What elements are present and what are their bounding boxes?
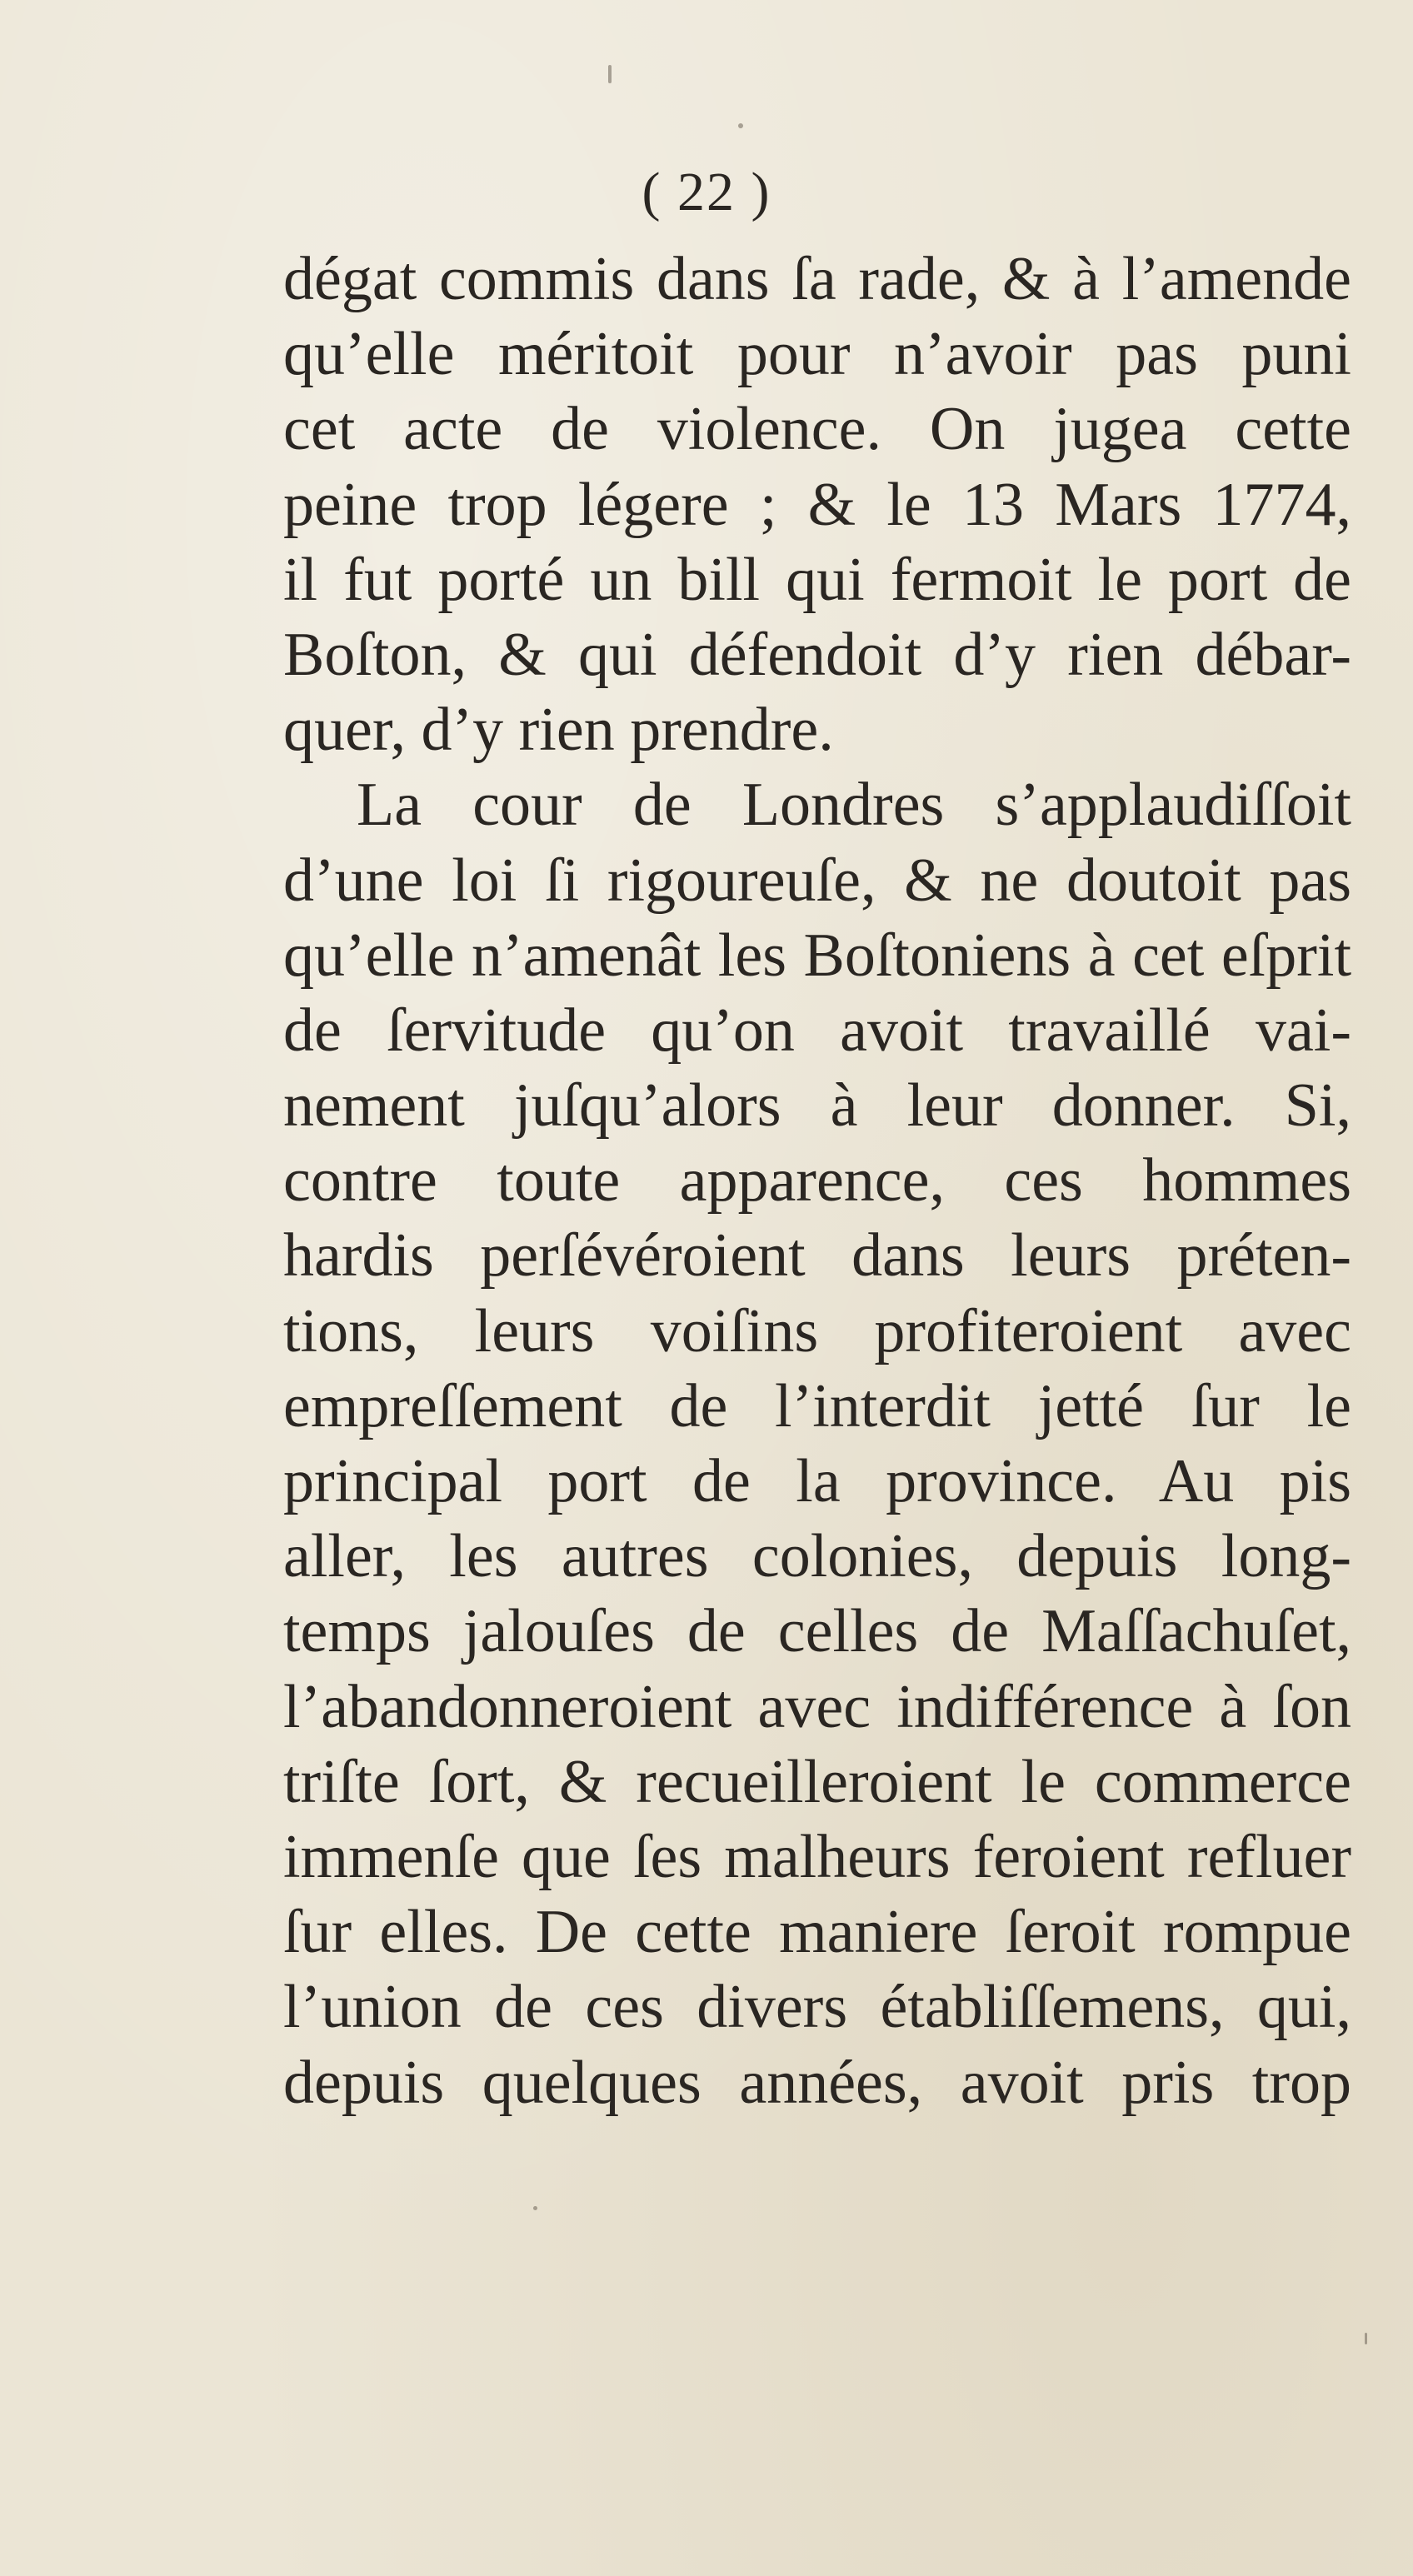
text-line: depuis quelques années, avoit pris trop — [283, 2048, 1351, 2117]
paragraph — [283, 767, 1351, 2119]
text-line: empreſſement de l’interdit jetté ſur le — [283, 1371, 1351, 1440]
text-line: d’une loi ſi rigoureuſe, & ne doutoit pas — [283, 846, 1351, 915]
body-text — [283, 242, 1351, 2120]
text-line: quer, d’y rien prendre. — [283, 696, 834, 765]
text-line: il fut porté un bill qui fermoit le port de — [283, 545, 1351, 614]
text-line: hardis perſévéroient dans leurs préten- — [283, 1221, 1351, 1290]
text-line: temps jalouſes de celles de Maſſachuſet, — [283, 1597, 1351, 1666]
text-line: qu’elle n’amenât les Boſtoniens à cet eſprit — [283, 921, 1351, 990]
text-line: principal port de la province. Au pis — [283, 1447, 1351, 1515]
text-line: triſte ſort, & recueilleroient le commerce — [283, 1747, 1351, 1816]
paper-speck — [738, 123, 743, 128]
paper-speck — [533, 2206, 537, 2210]
text-line: immenſe que ſes malheurs feroient refluer — [283, 1822, 1351, 1891]
text-line: cet acte de violence. On jugea cette — [283, 395, 1351, 464]
text-line: contre toute apparence, ces hommes — [283, 1146, 1351, 1216]
text-line: La cour de Londres s’applaudiſſoit — [357, 771, 1351, 840]
text-line: peine trop légere ; & le 13 Mars 1774, — [283, 470, 1351, 539]
text-line: tions, leurs voiſins profiteroient avec — [283, 1296, 1351, 1365]
paper-speck — [1365, 2333, 1367, 2344]
text-line: nement juſqu’alors à leur donner. Si, — [283, 1071, 1351, 1141]
text-line: l’union de ces divers établiſſemens, qui, — [283, 1973, 1351, 2042]
text-line: de ſervitude qu’on avoit travaillé vai- — [283, 996, 1351, 1065]
text-line: ſur elles. De cette maniere ſeroit rompue — [283, 1898, 1351, 1967]
text-line: l’abandonneroient avec indifférence à ſon — [283, 1672, 1351, 1741]
text-line: aller, les autres colonies, depuis long- — [283, 1522, 1351, 1591]
text-line: qu’elle méritoit pour n’avoir pas puni — [283, 320, 1351, 389]
text-line: Boſton, & qui défendoit d’y rien débar- — [283, 620, 1351, 689]
paper-speck — [608, 65, 612, 83]
paragraph — [283, 242, 1351, 767]
page-number: ( 22 ) — [642, 162, 771, 222]
text-line: dégat commis dans ſa rade, & à l’amende — [283, 245, 1351, 313]
